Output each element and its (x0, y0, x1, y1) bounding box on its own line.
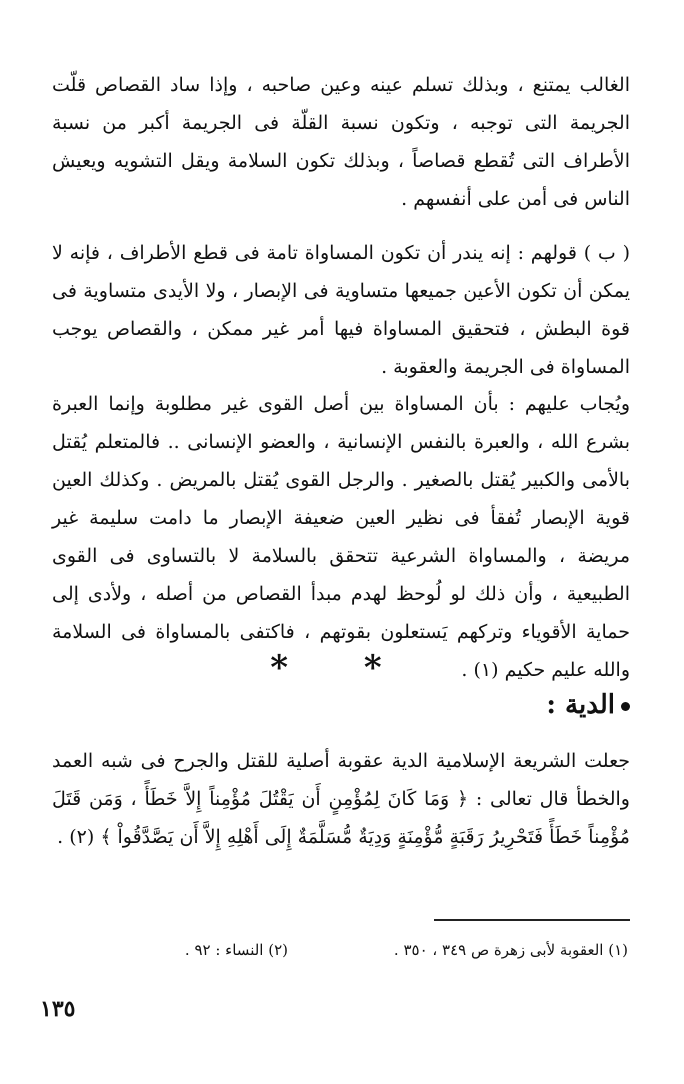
bullet-icon (621, 702, 630, 711)
page-number: ١٣٥ (40, 996, 76, 1022)
paragraph-diya: جعلت الشريعة الإسلامية الدية عقوبة أصلية للقتل والجرح فى شبه العمد والخطأ قال تعالى : ﴿ وَمَا كَانَ لِمُؤْمِنٍ أَن يَقْتُلَ مُؤْمِناً إِلاَّ خَطَأً ، وَمَن قَتَلَ مُؤْمِناً خَطَأً فَتَحْرِيرُ رَقَبَةٍ مُّؤْمِنَةٍ وَدِيَةٌ مُّسَلَّمَةٌ إِلَى أَهْلِهِ إِلاَّ أَن يَصَّدَّقُواْ ﴾ (٢) . (52, 750, 630, 848)
paragraph-2: ( ب ) قولهم : إنه يندر أن تكون المساواة تامة فى قطع الأطراف ، فإنه لا يمكن أن تكون الأعين جميعها متساوية فى الإبصار ، ولا الأيدى متساوية فى قوة البطش ، فتحقيق المساواة فيها أمر غير ممكن ، والقصاص يوجب المساواة فى الجريمة والعقوبة . (52, 242, 630, 378)
section-separator: * * (270, 648, 414, 688)
paragraph-3: ويُجاب عليهم : بأن المساواة بين أصل القوى غير مطلوبة وإنما العبرة بشرع الله ، والعبرة بالنفس الإنسانية ، والعضو الإنسانى .. فالمتعلم يُقتل بالأمى والكبير يُقتل بالصغير . والرجل القوى يُقتل بالمريض . وكذلك العين قوية الإبصار تُفقأ فى نظير العين ضعيفة الإبصار ما دامت سليمة غير مريضة ، والمساواة الشرعية تتحقق بالسلامة لا بالتساوى فى القوى الطبيعية ، وأن ذلك لو لُوحظ لهدم مبدأ القصاص من أصله ، ولأدى إلى حماية الأقوياء وتركهم يَستعلون بقوتهم ، فاكتفى بالمساواة فى السلامة والله عليم حكيم (١) . (52, 393, 630, 681)
section-heading (546, 690, 630, 720)
footnote-2: (٢) النساء : ٩٢ . (184, 941, 288, 959)
footnote-1: (١) العقوبة لأبى زهرة ص ٣٤٩ ، ٣٥٠ . (393, 941, 628, 959)
footnote-divider (434, 919, 630, 921)
paragraph-1: الغالب يمتنع ، وبذلك تسلم عينه وعين صاحبه ، وإذا ساد القصاص قلّت الجريمة التى توجبه ، وتكون نسبة القلّة فى الجريمة أكبر من نسبة الأطراف التى تُقطع قصاصاً ، وبذلك تكون السلامة ويقل التشويه ويعيش الناس فى أمن على أنفسهم . (52, 74, 630, 210)
section-heading-text: الدية : (546, 690, 615, 720)
